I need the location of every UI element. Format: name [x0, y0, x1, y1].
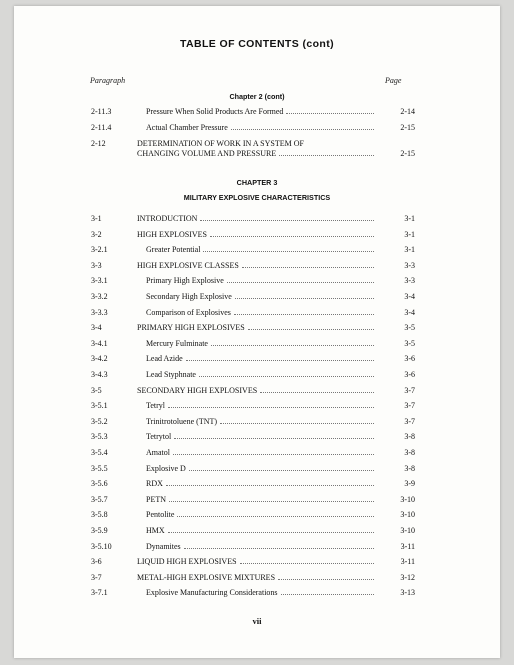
entry-title-line2-wrap [137, 149, 377, 158]
entry-page: 3-10 [400, 526, 415, 535]
dot-leader [211, 345, 374, 346]
toc-entry [91, 588, 415, 601]
entry-title-wrap [146, 370, 377, 379]
entry-title-wrap [137, 230, 377, 239]
entry-title: HMX [146, 526, 165, 535]
entry-number: 3-5.10 [91, 541, 112, 551]
toc-entry [91, 292, 415, 305]
entry-number: 3-3.3 [91, 307, 108, 317]
entry-page: 2-14 [400, 107, 415, 116]
dot-leader [231, 129, 374, 130]
toc-entry [91, 276, 415, 289]
toc-entry [91, 557, 415, 570]
entry-title-wrap [137, 261, 377, 270]
entry-title-wrap [146, 432, 377, 441]
entry-number: 3-3.1 [91, 276, 108, 286]
entry-number: 3-4 [91, 323, 102, 333]
dot-leader [200, 220, 374, 221]
entry-page: 3-7 [404, 416, 415, 426]
dot-leader [173, 454, 374, 455]
entry-title-wrap [137, 323, 377, 332]
entry-page: 3-1 [404, 229, 415, 239]
entry-number: 3-5 [91, 385, 102, 395]
entry-number: 3-1 [91, 214, 102, 223]
entry-page: 3-7 [404, 385, 415, 395]
entry-number: 3-2.1 [91, 245, 108, 255]
dot-leader [235, 298, 374, 299]
entry-title: Amatol [146, 448, 170, 457]
entry-page: 3-1 [404, 245, 415, 255]
entry-page: 3-3 [404, 260, 415, 270]
toc-entry [91, 526, 415, 539]
entry-number: 3-5.2 [91, 416, 108, 426]
entry-title: Explosive D [146, 463, 186, 473]
entry-title: Pentolite [146, 510, 175, 520]
entry-number: 3-5.8 [91, 510, 108, 520]
entry-title: METAL-HIGH EXPLOSIVE MIXTURES [137, 572, 276, 582]
entry-title: HIGH EXPLOSIVE CLASSES [137, 260, 239, 270]
toc-entry [91, 107, 415, 120]
toc-entry [91, 323, 415, 336]
entry-title-wrap [137, 557, 377, 566]
entry-number: 3-5.7 [91, 494, 108, 504]
entry-page: 3-9 [404, 479, 415, 489]
entry-title: LIQUID HIGH EXPLOSIVES [137, 557, 237, 567]
entry-page: 3-11 [400, 557, 415, 567]
dot-leader [281, 594, 374, 595]
entry-title-wrap [146, 123, 377, 132]
dot-leader [168, 532, 374, 533]
entry-title: Greater Potential [146, 245, 201, 255]
entry-title-wrap [146, 588, 377, 597]
entry-title-wrap [146, 308, 377, 317]
entry-page: 3-5 [404, 338, 415, 348]
entry-title-wrap [146, 495, 377, 504]
toc-entry [91, 123, 415, 136]
dot-leader [286, 113, 374, 114]
entry-page: 3-10 [400, 510, 415, 520]
entry-page: 3-13 [400, 588, 415, 598]
entry-title: Explosive Manufacturing Considerations [146, 588, 278, 598]
entry-title-wrap [146, 510, 377, 519]
dot-leader [203, 251, 374, 252]
entry-title-wrap [146, 417, 377, 426]
entry-number: 3-4.1 [91, 338, 108, 348]
entry-title: Tetrytol [146, 432, 172, 442]
dot-leader [177, 516, 374, 517]
chapter3-heading: CHAPTER 3 [236, 178, 278, 187]
toc-entry [91, 510, 415, 523]
entry-title-wrap [146, 401, 377, 410]
entry-page: 3-4 [404, 307, 415, 317]
page-title: TABLE OF CONTENTS (cont) [179, 38, 335, 50]
dot-leader [240, 563, 374, 564]
entry-number: 3-7.1 [91, 588, 108, 598]
dot-leader [260, 392, 374, 393]
entry-number: 3-5.9 [91, 526, 108, 535]
entry-page: 3-3 [404, 276, 415, 286]
dot-leader [248, 329, 374, 330]
entry-title: RDX [146, 479, 163, 489]
entry-title: Primary High Explosive [146, 276, 224, 286]
entry-number: 3-5.6 [91, 479, 108, 489]
page-number-footer: vii [252, 616, 262, 626]
entry-title: Lead Azide [146, 354, 183, 364]
dot-leader [199, 376, 374, 377]
entry-title: INTRODUCTION [137, 214, 198, 223]
entry-title: PRIMARY HIGH EXPLOSIVES [137, 323, 245, 333]
entry-number: 3-5.4 [91, 448, 108, 457]
toc-entry [91, 261, 415, 274]
dot-leader [186, 360, 374, 361]
toc-entry [91, 448, 415, 461]
entry-number: 3-5.3 [91, 432, 108, 442]
chapter3-subtitle: MILITARY EXPLOSIVE CHARACTERISTICS [183, 193, 331, 202]
entry-title-line2: CHANGING VOLUME AND PRESSURE [137, 149, 277, 158]
toc-entry [91, 432, 415, 445]
entry-title: SECONDARY HIGH EXPLOSIVES [137, 385, 258, 395]
dot-leader [220, 423, 374, 424]
entry-title: Comparison of Explosives [146, 307, 231, 317]
dot-leader [210, 236, 374, 237]
entry-page: 3-5 [404, 323, 415, 333]
toc-entry [91, 401, 415, 414]
entry-title-wrap [137, 386, 377, 395]
dot-leader [279, 155, 374, 156]
entry-title-wrap [146, 542, 377, 551]
dot-leader [169, 501, 374, 502]
document-page [14, 6, 500, 658]
entry-title-wrap [146, 107, 377, 116]
dot-leader [168, 407, 374, 408]
dot-leader [189, 470, 374, 471]
entry-title: Trinitrotoluene (TNT) [146, 416, 218, 426]
toc-entry [91, 354, 415, 367]
entry-page: 2-15 [400, 123, 415, 132]
entry-number: 3-3 [91, 260, 102, 270]
entry-title-wrap [146, 276, 377, 285]
entry-title-wrap [146, 464, 377, 473]
entry-page: 3-8 [404, 463, 415, 473]
toc-entry [91, 214, 415, 227]
entry-number: 2-11.4 [91, 123, 112, 132]
entry-title: Tetryl [146, 401, 165, 411]
entry-page: 3-8 [404, 432, 415, 442]
entry-title-wrap [146, 245, 377, 254]
entry-title-wrap [137, 573, 377, 582]
entry-page: 3-6 [404, 354, 415, 364]
entry-title: Pressure When Solid Products Are Formed [146, 107, 284, 116]
entry-number: 2-12 [91, 139, 106, 148]
toc-entry [91, 573, 415, 586]
entry-title-wrap [146, 354, 377, 363]
toc-entry [91, 230, 415, 243]
dot-leader [242, 267, 374, 268]
toc-entry [91, 542, 415, 555]
chapter2-heading: Chapter 2 (cont) [229, 92, 285, 101]
dot-leader [166, 485, 374, 486]
entry-number: 3-4.2 [91, 354, 108, 364]
page-column-head: Page [385, 76, 402, 85]
entry-title: Secondary High Explosive [146, 292, 232, 301]
toc-entry [91, 245, 415, 258]
entry-title-wrap [146, 292, 377, 301]
entry-number: 3-5.1 [91, 401, 108, 411]
entry-title: PETN [146, 494, 166, 504]
dot-leader [184, 548, 374, 549]
entry-title-wrap [146, 479, 377, 488]
dot-leader [174, 438, 374, 439]
toc-entry [91, 386, 415, 399]
toc-entry [91, 464, 415, 477]
entry-number: 3-6 [91, 557, 102, 567]
entry-page: 3-4 [404, 292, 415, 301]
entry-page: 3-6 [404, 370, 415, 379]
entry-number: 3-3.2 [91, 292, 108, 301]
entry-title: Actual Chamber Pressure [146, 123, 228, 132]
entry-title-wrap [137, 214, 377, 223]
dot-leader [234, 314, 374, 315]
entry-page: 3-8 [404, 448, 415, 457]
toc-entry [91, 495, 415, 508]
paragraph-column-head: Paragraph [90, 76, 126, 85]
entry-title: Dynamites [146, 541, 181, 551]
toc-entry [91, 339, 415, 352]
entry-title-wrap [146, 526, 377, 535]
entry-page: 2-15 [400, 149, 415, 158]
entry-number: 3-7 [91, 572, 102, 582]
entry-title: Lead Styphnate [146, 370, 196, 379]
entry-page: 3-7 [404, 401, 415, 411]
entry-page: 3-11 [400, 541, 415, 551]
toc-entry [91, 308, 415, 321]
entry-title-line1: DETERMINATION OF WORK IN A SYSTEM OF [137, 139, 304, 148]
entry-page: 3-1 [404, 214, 415, 223]
entry-number: 3-2 [91, 229, 102, 239]
entry-title-wrap [146, 448, 377, 457]
entry-number: 3-4.3 [91, 370, 108, 379]
toc-entry [91, 417, 415, 430]
entry-title: HIGH EXPLOSIVES [137, 229, 207, 239]
entry-title-wrap [146, 339, 377, 348]
dot-leader [227, 282, 374, 283]
entry-number: 3-5.5 [91, 463, 108, 473]
dot-leader [278, 579, 374, 580]
entry-page: 3-10 [400, 494, 415, 504]
toc-entry [91, 370, 415, 383]
entry-page: 3-12 [400, 572, 415, 582]
entry-number: 2-11.3 [91, 107, 112, 116]
entry-title: Mercury Fulminate [146, 338, 208, 348]
toc-entry [91, 479, 415, 492]
